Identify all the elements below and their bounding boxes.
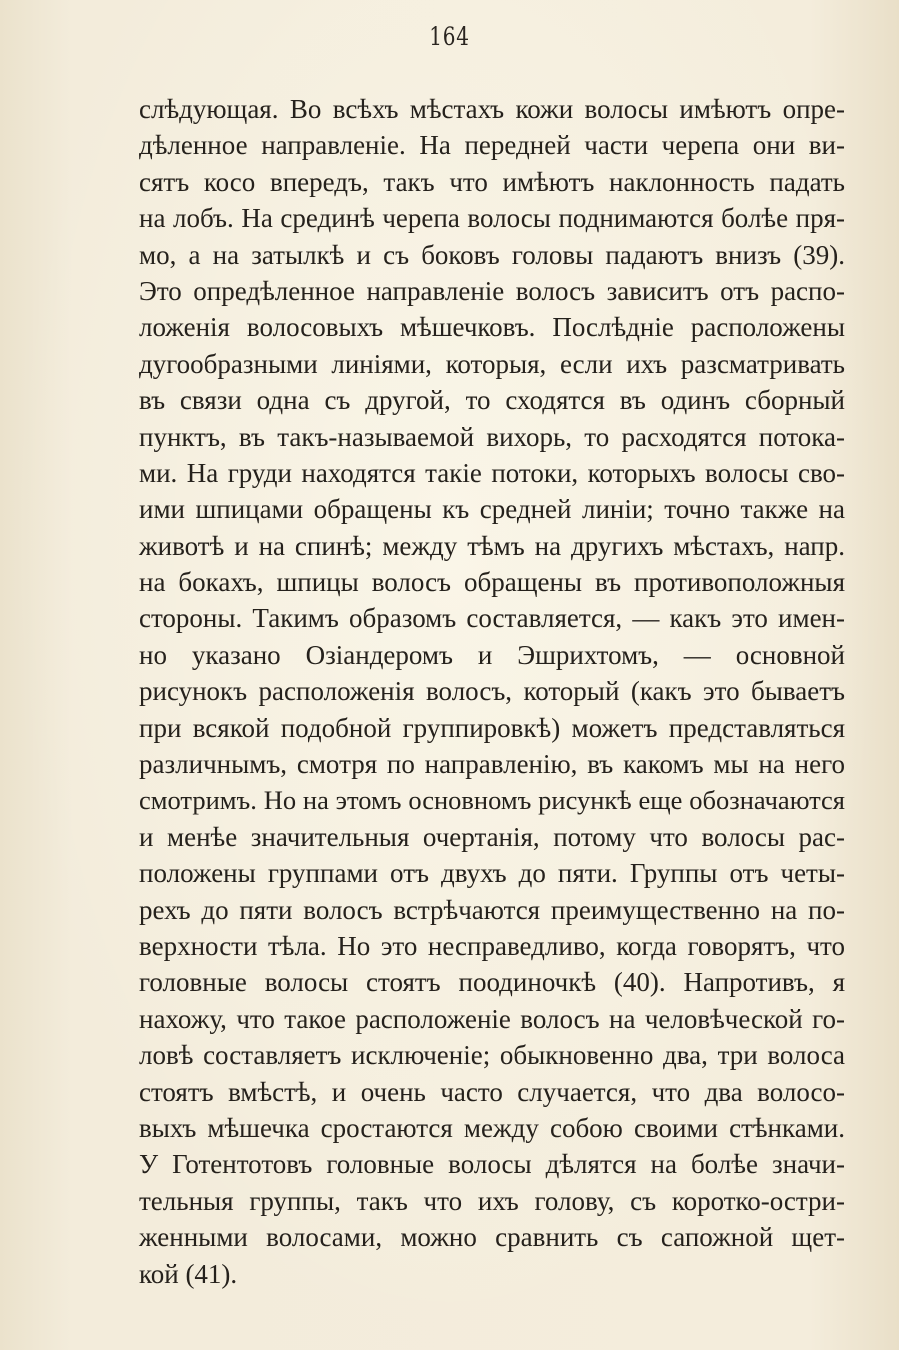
text-line: пунктъ, въ такъ-называемой вихорь, то расходятся потока- — [139, 421, 845, 452]
text-line: ловѣ составляетъ исключеніе; обыкновенно два, три волоса — [139, 1040, 845, 1071]
text-line: въ связи одна съ другой, то сходятся въ одинъ сборный — [139, 385, 845, 416]
text-line: но указано Озіандеромъ и Эшрихтомъ, — основной — [139, 639, 845, 670]
text-line: ими шпицами обращены къ средней линіи; точно также на — [139, 494, 845, 525]
text-line: кой (41). — [139, 1258, 238, 1289]
text-line: женными волосами, можно сравнить съ сапожной щет- — [139, 1222, 845, 1253]
text-line: слѣдующая. Во всѣхъ мѣстахъ кожи волосы имѣютъ опре- — [139, 94, 845, 124]
text-line: Это опредѣленное направленіе волосъ зависитъ отъ распо- — [139, 275, 845, 306]
text-line: ложенія волосовыхъ мѣшечковъ. Послѣдніе расположены — [139, 312, 845, 343]
text-line: и менѣе значительныя очертанія, потому что волосы рас- — [139, 821, 845, 852]
text-line: верхности тѣла. Но это несправедливо, когда говорятъ, что — [139, 930, 845, 961]
text-line: стороны. Такимъ образомъ составляется, — какъ это имен- — [139, 603, 845, 634]
text-line: ми. На груди находятся такіе потоки, которыхъ волосы сво- — [139, 457, 845, 488]
text-line: выхъ мѣшечка сростаются между собою своими стѣнками. — [139, 1112, 845, 1143]
text-line: при всякой подобной группировкѣ) можетъ представляться — [139, 712, 845, 743]
text-line: У Готентотовъ головные волосы дѣлятся на болѣе значи- — [139, 1149, 845, 1180]
text-line: различнымъ, смотря по направленію, въ какомъ мы на него — [139, 749, 845, 780]
text-line: животѣ и на спинѣ; между тѣмъ на другихъ мѣстахъ, напр. — [139, 530, 845, 561]
text-line: рехъ до пяти волосъ встрѣчаются преимущественно на по- — [139, 894, 845, 925]
text-line: нахожу, что такое расположеніе волосъ на человѣческой го- — [139, 1003, 845, 1034]
text-line: рисунокъ расположенія волосъ, который (какъ это бываетъ — [139, 676, 845, 707]
text-line: дѣленное направленіе. На передней части черепа они ви- — [139, 130, 845, 161]
text-line: положены группами отъ двухъ до пяти. Группы отъ четы- — [139, 858, 845, 889]
text-line: дугообразными линіями, которыя, если ихъ разсматривать — [139, 348, 845, 379]
text-line: головные волосы стоятъ поодиночкѣ (40). Напротивъ, я — [139, 967, 845, 998]
text-line: смотримъ. Но на этомъ основномъ рисункѣ еще обозначаются — [139, 785, 845, 816]
text-line: сятъ косо впередъ, такъ что имѣютъ наклонность падать — [139, 166, 845, 197]
body-text — [139, 91, 845, 1292]
text-line: стоятъ вмѣстѣ, и очень часто случается, что два волосо- — [139, 1076, 845, 1107]
text-line: на бокахъ, шпицы волосъ обращены въ противоположныя — [139, 567, 845, 598]
text-line: мо, а на затылкѣ и съ боковъ головы падаютъ внизъ (39). — [139, 239, 845, 270]
page-number: 164 — [429, 22, 470, 51]
text-line: на лобъ. На срединѣ черепа волосы поднимаются болѣе пря- — [139, 203, 845, 234]
text-line: тельныя группы, такъ что ихъ голову, съ коротко-остри- — [139, 1185, 845, 1216]
